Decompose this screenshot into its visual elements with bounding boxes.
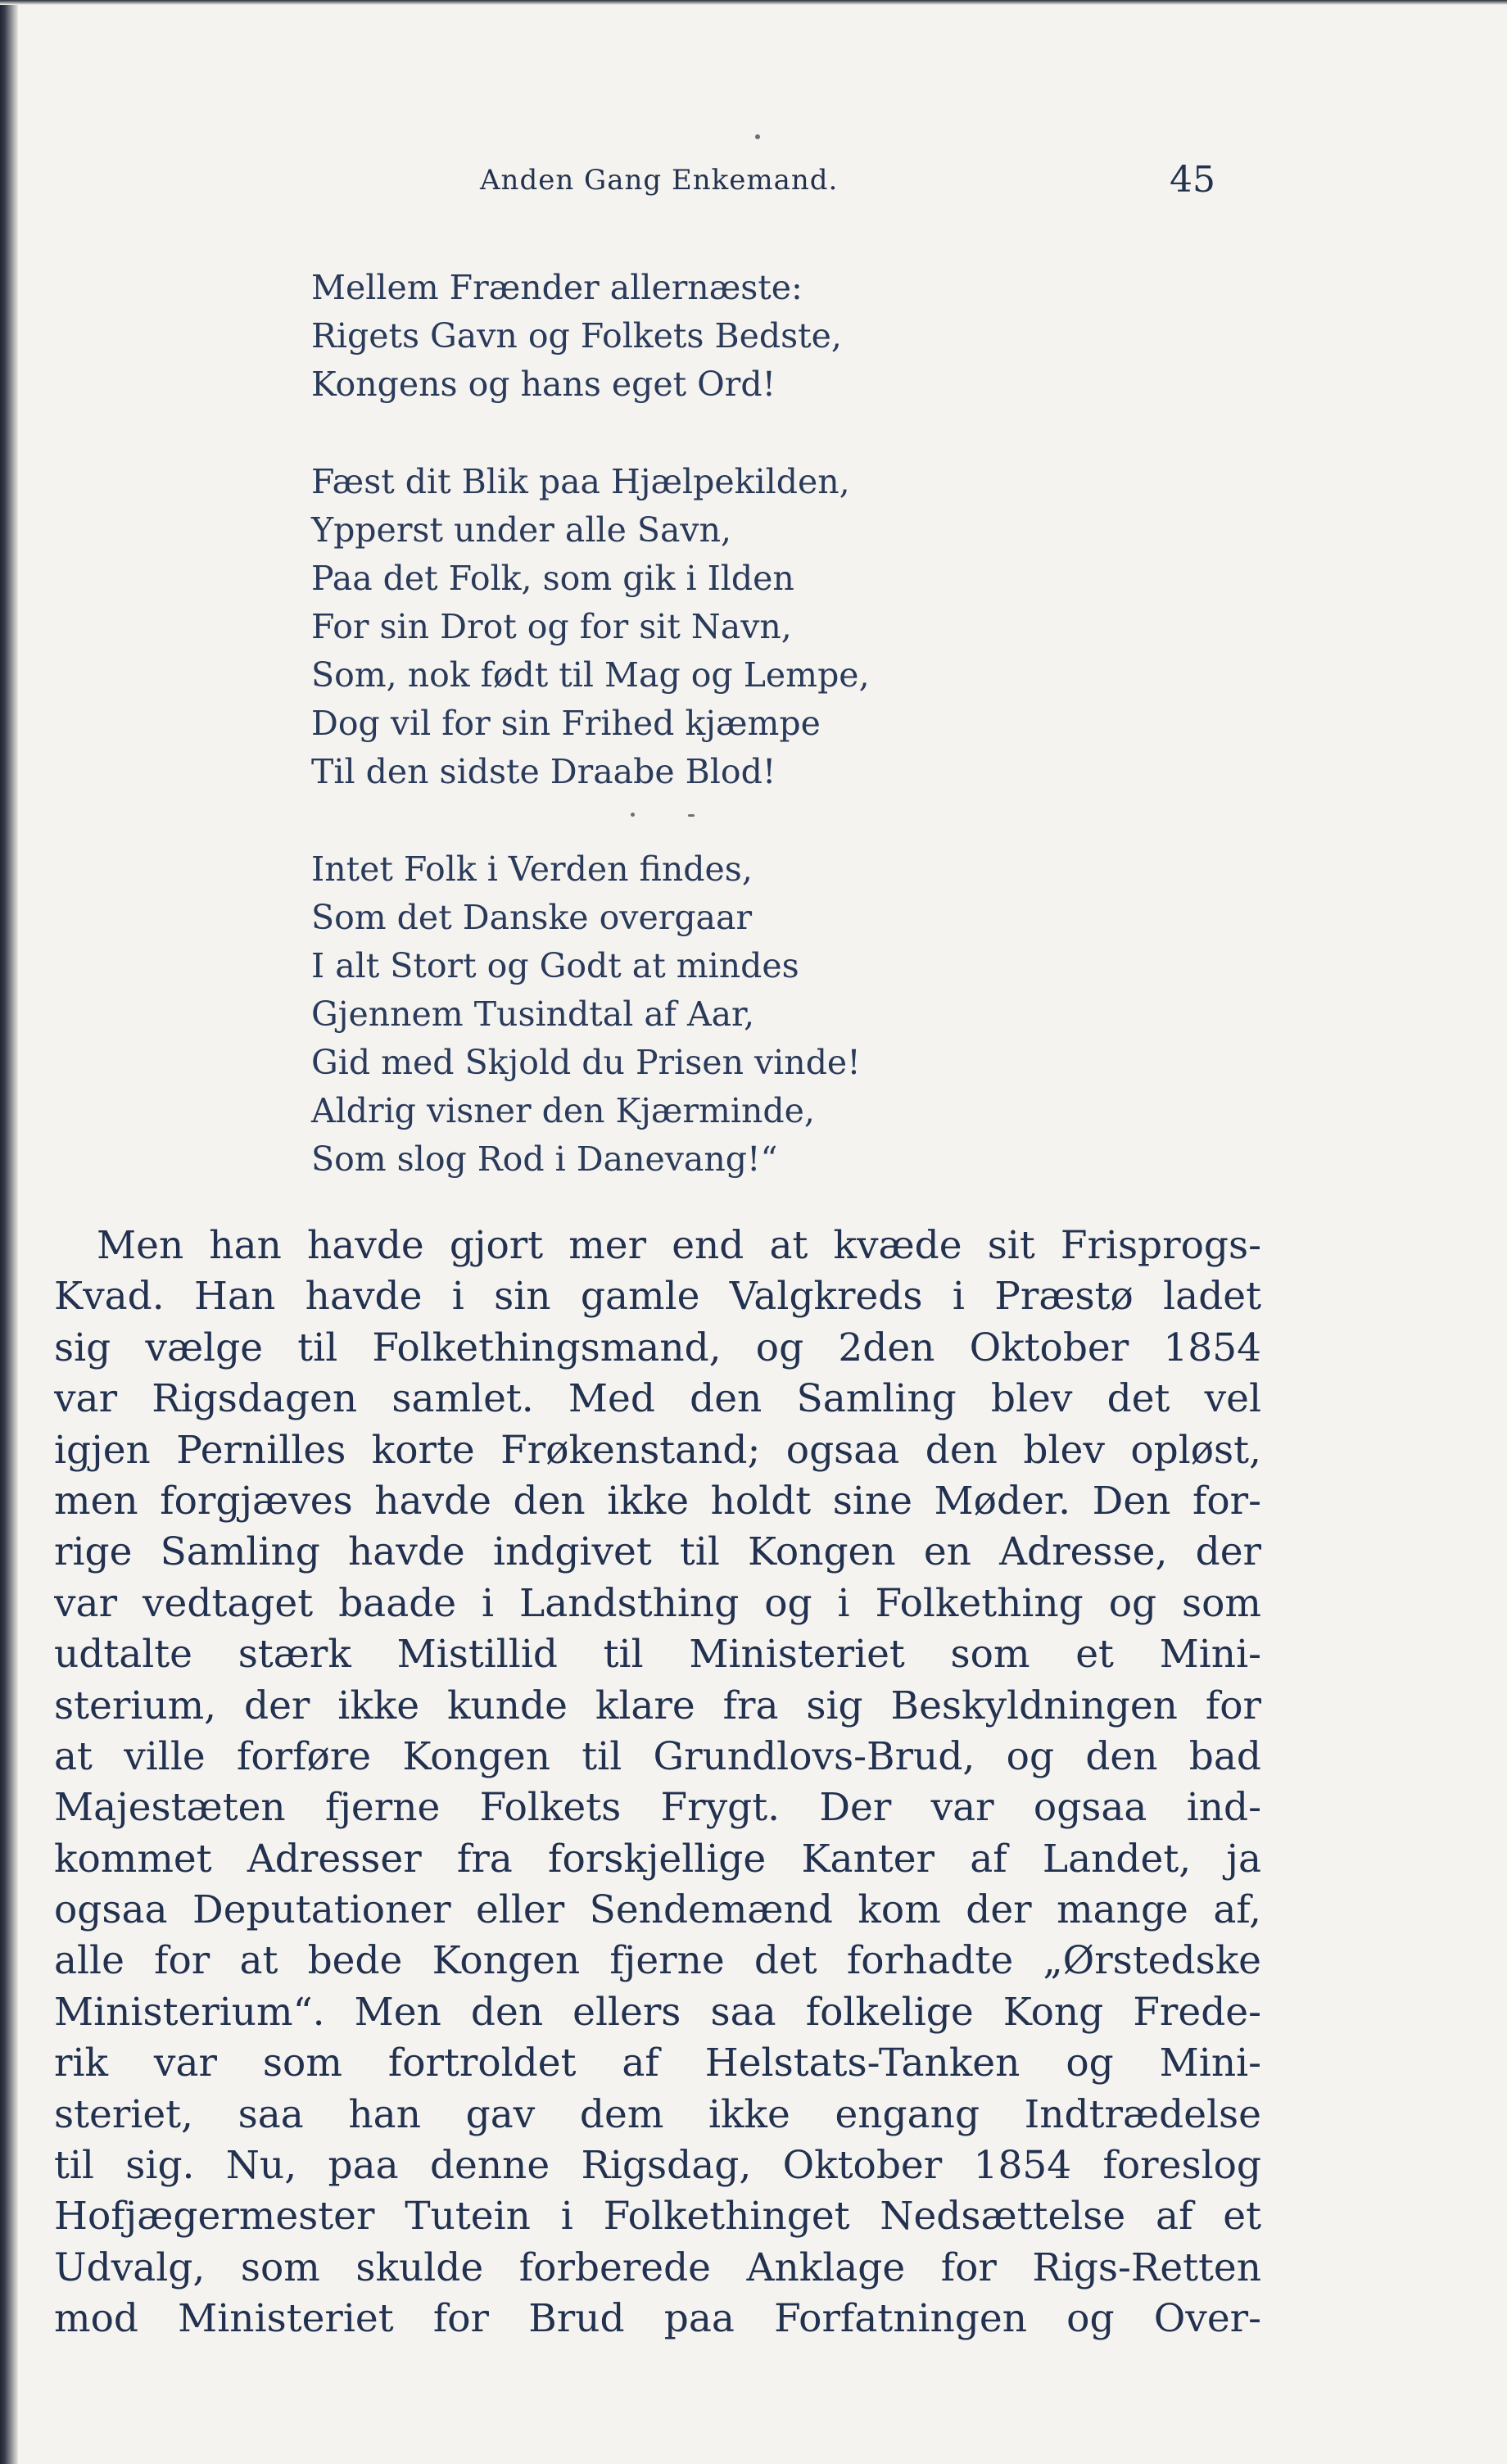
prose-line: steriet, saa han gav dem ikke engang Indtrædelse xyxy=(54,2091,1261,2137)
prose-line: mod Ministeriet for Brud paa Forfatningen og Over- xyxy=(54,2296,1261,2342)
prose-paragraph xyxy=(54,1221,1261,2345)
verse-line: I alt Stort og Godt at mindes xyxy=(311,946,799,985)
prose-line: Majestæten fjerne Folkets Frygt. Der var ogsaa ind- xyxy=(54,1785,1261,1831)
verse-line: Som, nok født til Mag og Lempe, xyxy=(311,655,870,695)
verse-line: For sin Drot og for sit Navn, xyxy=(311,607,792,646)
prose-line: Kvad. Han havde i sin gamle Valgkreds i Præstø ladet xyxy=(54,1274,1261,1320)
prose-line: sterium, der ikke kunde klare fra sig Beskyldningen for xyxy=(54,1683,1261,1728)
verse-line: Gjennem Tusindtal af Aar, xyxy=(311,994,755,1034)
verse-line: Mellem Frænder allernæste: xyxy=(311,268,803,307)
prose-line: rige Samling havde indgivet til Kongen en Adresse, der xyxy=(54,1529,1261,1575)
prose-line: var Rigsdagen samlet. Med den Samling blev det vel xyxy=(54,1376,1261,1422)
prose-line: til sig. Nu, paa denne Rigsdag, Oktober 1854 foreslog xyxy=(54,2143,1261,2189)
prose-line: Ministerium“. Men den ellers saa folkelige Kong Frede- xyxy=(54,1989,1261,2035)
poem xyxy=(311,264,1294,1233)
verse-line: Paa det Folk, som gik i Ilden xyxy=(311,559,794,598)
verse-line: Dog vil for sin Frihed kjæmpe xyxy=(311,704,821,743)
prose-line: sig vælge til Folkethingsmand, og 2den Oktober 1854 xyxy=(54,1325,1261,1370)
verse-line: Som slog Rod i Danevang!“ xyxy=(311,1139,778,1179)
prose-line: men forgjæves havde den ikke holdt sine Møder. Den for- xyxy=(54,1478,1261,1524)
prose-line: at ville forføre Kongen til Grundlovs-Brud, og den bad xyxy=(54,1733,1261,1779)
verse-line: Aldrig visner den Kjærminde, xyxy=(311,1091,815,1130)
paper-speck xyxy=(755,134,760,139)
verse-line: Fæst dit Blik paa Hjælpekilden, xyxy=(311,462,850,501)
page-number: 45 xyxy=(1170,159,1215,201)
prose-line: ogsaa Deputationer eller Sendemænd kom der mange af, xyxy=(54,1887,1261,1933)
verse-line: Ypperst under alle Savn, xyxy=(311,510,732,550)
poem-stanza xyxy=(311,845,1294,1184)
verse-line: Intet Folk i Verden findes, xyxy=(311,849,753,889)
poem-stanza xyxy=(311,458,1294,796)
page-top-edge xyxy=(0,0,1507,5)
prose-line: var vedtaget baade i Landsthing og i Folkething og som xyxy=(54,1580,1261,1626)
verse-line: Til den sidste Draabe Blod! xyxy=(311,752,776,791)
prose-line: Hofjægermester Tutein i Folkethinget Nedsættelse af et xyxy=(54,2194,1261,2240)
poem-stanza xyxy=(311,264,1294,409)
verse-line: Som det Danske overgaar xyxy=(311,898,753,937)
verse-line: Kongens og hans eget Ord! xyxy=(311,365,776,404)
prose-line: rik var som fortroldet af Helstats-Tanken og Mini- xyxy=(54,2040,1261,2086)
page-binding-edge xyxy=(0,0,18,2464)
running-head: Anden Gang Enkemand. xyxy=(480,164,839,197)
page-header xyxy=(0,159,1507,213)
prose-line: Men han havde gjort mer end at kvæde sit Frisprogs- xyxy=(97,1223,1261,1268)
prose-line: alle for at bede Kongen fjerne det forhadte „Ørstedske xyxy=(54,1938,1261,1984)
verse-line: Gid med Skjold du Prisen vinde! xyxy=(311,1043,861,1082)
verse-line: Rigets Gavn og Folkets Bedste, xyxy=(311,316,842,356)
prose-line: udtalte stærk Mistillid til Ministeriet som et Mini- xyxy=(54,1632,1261,1678)
prose-line: kommet Adresser fra forskjellige Kanter af Landet, ja xyxy=(54,1836,1261,1882)
prose-line: igjen Pernilles korte Frøkenstand; ogsaa den blev opløst, xyxy=(54,1427,1261,1473)
prose-line: Udvalg, som skulde forberede Anklage for Rigs-Retten xyxy=(54,2244,1261,2290)
